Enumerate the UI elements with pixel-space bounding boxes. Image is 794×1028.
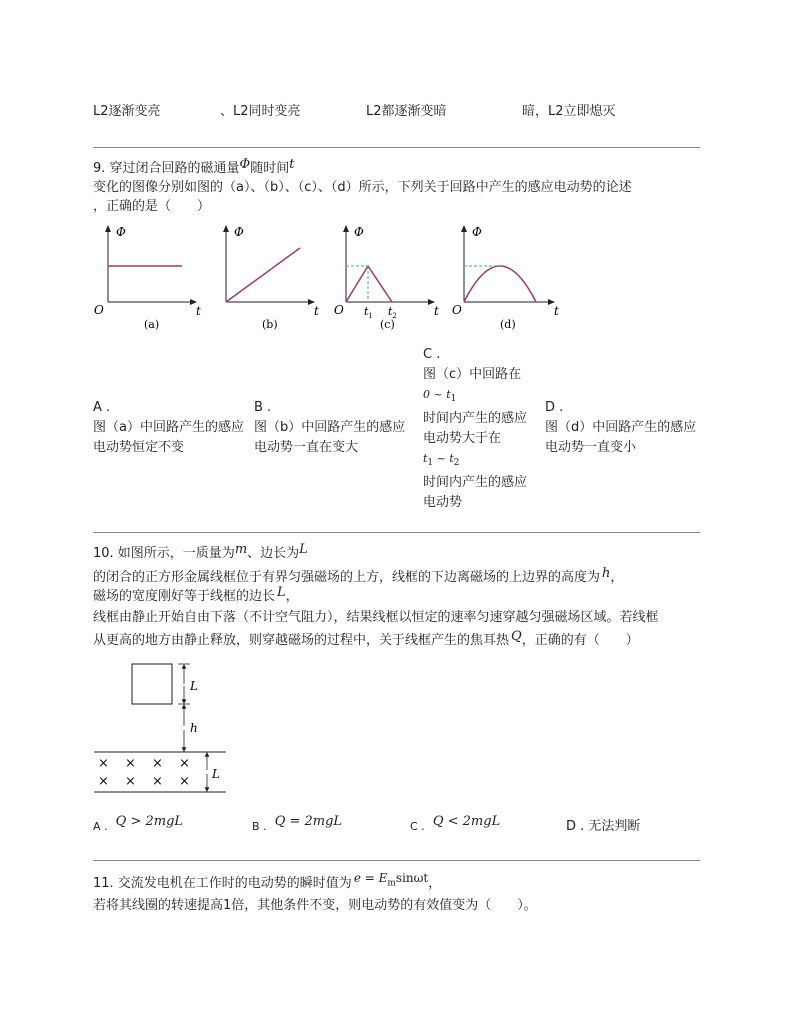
graph-d — [452, 225, 559, 331]
height-h-label: h — [190, 721, 198, 735]
graph-c-t2: $t_2$ — [388, 305, 397, 320]
graph-b-caption: (b) — [262, 318, 278, 331]
graph-c-curve — [346, 266, 392, 302]
svg-text:×: × — [179, 756, 190, 771]
q10-stem-line5: 从更高的地方由静止释放，则穿越磁场的过程中，关于线框产生的焦耳热 Q，正确的有（ ） — [93, 629, 639, 648]
q9-option-c[interactable]: C . 图（c）中回路在 0 ~ $t_1$ 时间内产生的感应 电动势大于在 $t_1$ ~ $t_2$ 时间内产生的感应 电动势 — [423, 347, 528, 511]
divider — [93, 532, 700, 533]
q9-stem-line1: 9. 穿过闭合回路的磁通量Φ随时间t — [93, 157, 295, 176]
wire-frame — [132, 664, 172, 704]
divider — [93, 147, 700, 148]
q10-option-b[interactable]: $_{B .}$ Q = 2mgL — [252, 814, 343, 833]
graph-b-ylabel: Φ — [234, 225, 244, 239]
graph-a — [94, 225, 201, 331]
q10-option-d[interactable]: D . 无法判断 — [566, 819, 641, 834]
graph-c-xlabel: t — [434, 304, 439, 318]
graph-c — [334, 225, 439, 331]
q10-stem-line1: 10. 如图所示，一质量为m、边长为L — [93, 542, 308, 561]
q9-graphs — [90, 222, 570, 334]
svg-text:×: × — [152, 774, 163, 789]
svg-text:×: × — [98, 756, 109, 771]
graph-d-xlabel: t — [554, 304, 559, 318]
svg-text:×: × — [125, 756, 136, 771]
graph-b — [226, 225, 319, 331]
q8-option-4: 暗，L2立即熄灭 — [522, 104, 616, 119]
q10-option-c[interactable]: $_{C .}$ Q < 2mgL — [410, 814, 501, 833]
graph-b-curve — [226, 248, 300, 302]
q9-option-d-letter: D . — [545, 400, 564, 415]
frame-L-label: L — [190, 679, 198, 693]
graph-c-t1: $t_1$ — [364, 305, 373, 320]
q10-figure — [90, 660, 230, 796]
svg-text:×: × — [152, 756, 163, 771]
divider — [93, 860, 700, 861]
graph-c-origin: O — [334, 303, 344, 317]
graph-b-xlabel: t — [314, 304, 319, 318]
graph-d-ylabel: Φ — [472, 225, 482, 239]
graph-c-ylabel: Φ — [354, 225, 364, 239]
q11-stem-line2: 若将其线圈的转速提高1倍，其他条件不变，则电动势的有效值变为（ ）。 — [93, 898, 537, 913]
q8-option-1: L2逐渐变亮 — [93, 104, 161, 119]
q10-stem-line2: 的闭合的正方形金属线框位于有界匀强磁场的上方，线框的下边离磁场的上边界的高度为 h， — [93, 566, 624, 585]
q9-option-a[interactable]: A . 图（a）中回路产生的感应 电动势恒定不变 — [93, 400, 244, 455]
graph-a-ylabel: Φ — [116, 225, 126, 239]
q9-option-b[interactable]: B . 图（b）中回路产生的感应 电动势一直在变大 — [254, 400, 406, 455]
magnetic-field-crosses — [98, 756, 190, 789]
q9-option-b-letter: B . — [254, 400, 272, 415]
q11-stem-line1: 11. 交流发电机在工作时的电动势的瞬时值为 $e = E_m\sin\omega t$， — [93, 871, 442, 891]
q8-option-2: 、L2同时变亮 — [220, 104, 301, 119]
q10-option-a[interactable]: $_{A .}$ Q > 2mgL — [93, 814, 184, 833]
graph-c-caption: (c) — [380, 318, 395, 331]
graph-a-origin: O — [94, 303, 104, 317]
svg-text:×: × — [125, 774, 136, 789]
q9-option-a-letter: A . — [93, 400, 111, 415]
q10-stem-line4: 线框由静止开始自由下落（不计空气阻力），结果线框以恒定的速率匀速穿越匀强磁场区域。若线框 — [93, 610, 659, 625]
q9-stem-line2: 变化的图像分别如图的（a）、（b）、（c）、（d）所示，下列关于回路中产生的感应电动势的论述 — [93, 180, 632, 195]
graph-a-xlabel: t — [196, 304, 201, 318]
svg-text:×: × — [98, 774, 109, 789]
graph-d-caption: (d) — [500, 318, 516, 331]
field-L-label: L — [212, 767, 220, 781]
svg-text:×: × — [179, 774, 190, 789]
q9-option-c-letter: C . — [423, 347, 441, 362]
q8-option-3: L2都逐渐变暗 — [366, 104, 447, 119]
q9-option-d[interactable]: D . 图（d）中回路产生的感应 电动势一直变小 — [545, 400, 697, 455]
q9-stem-line3: ，正确的是（ ） — [93, 199, 211, 214]
q10-stem-line3: 磁场的宽度刚好等于线框的边长 L， — [93, 585, 299, 604]
graph-d-origin: O — [452, 303, 462, 317]
graph-a-caption: (a) — [144, 318, 160, 331]
graph-d-curve — [464, 266, 536, 302]
